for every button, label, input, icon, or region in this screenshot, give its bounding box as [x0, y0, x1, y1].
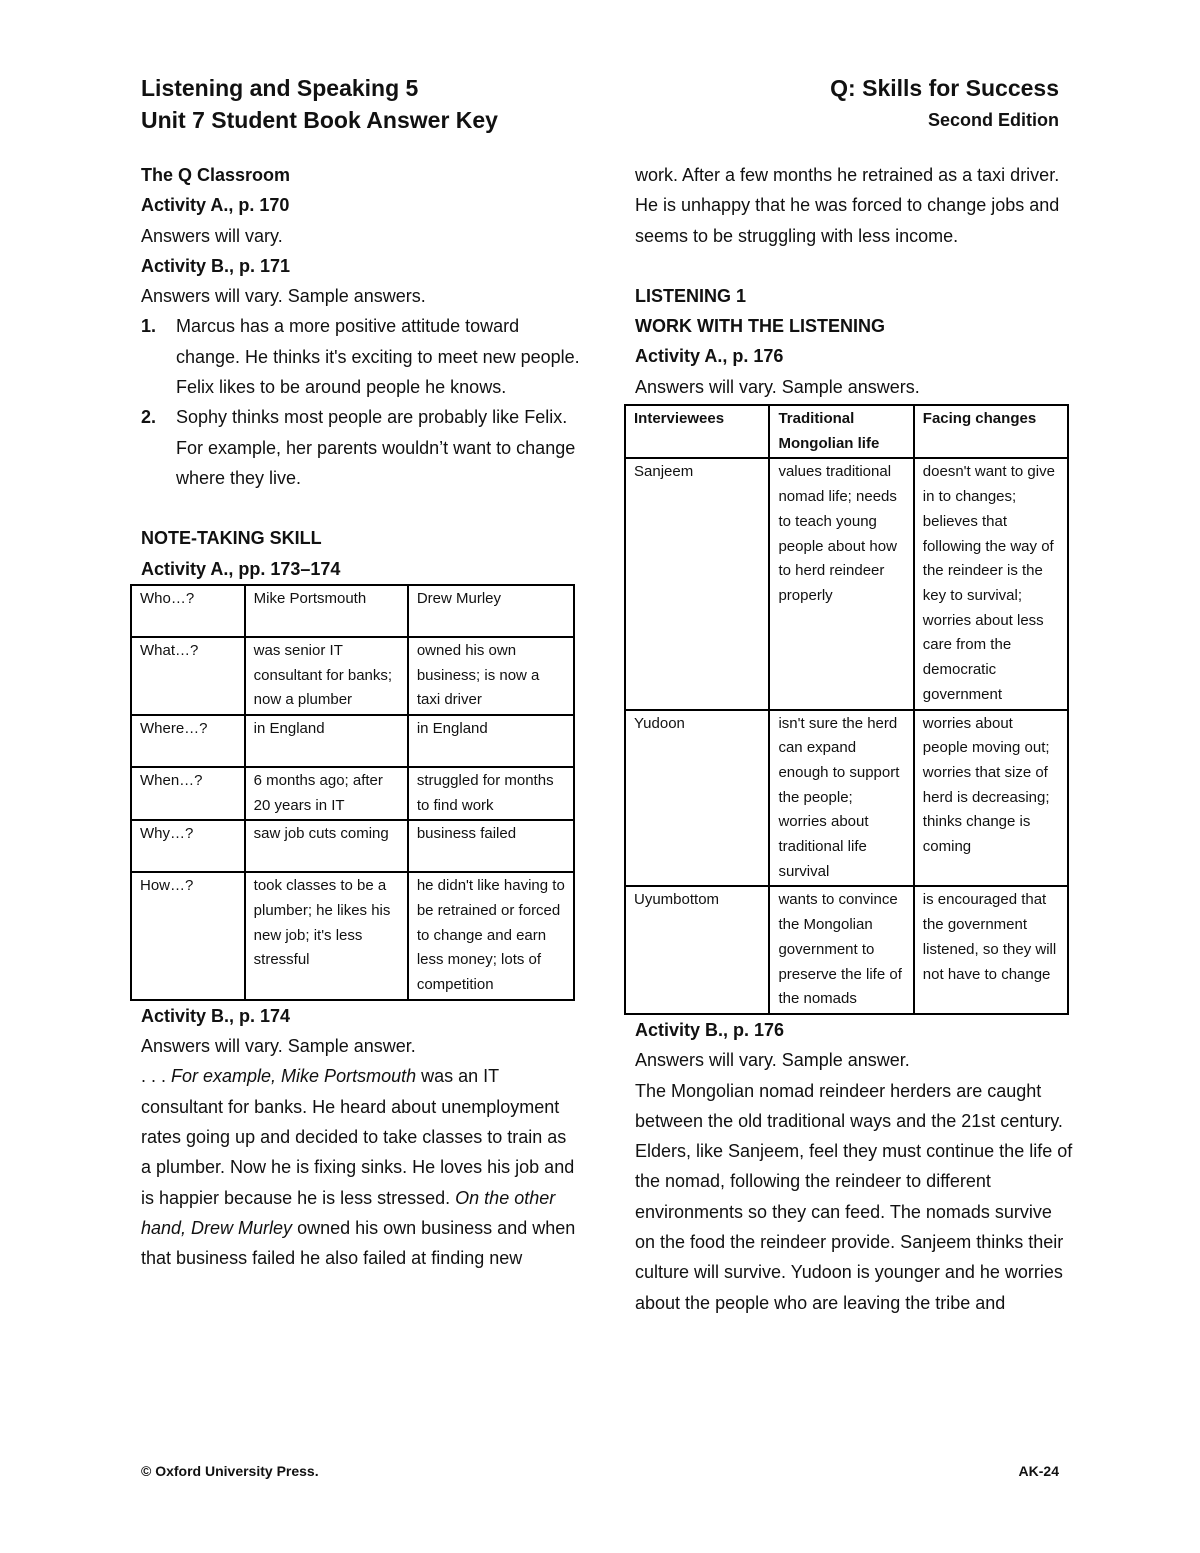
table-row: [131, 715, 574, 767]
section-heading-work-with-listening: WORK WITH THE LISTENING: [635, 316, 885, 337]
activity-heading: Activity A., p. 176: [635, 346, 784, 367]
table-cell: owned his own business; is now a taxi driver: [408, 637, 574, 715]
activity-heading: Activity A., p. 170: [141, 195, 290, 216]
list-number: 2.: [141, 407, 157, 428]
table-row: [131, 637, 574, 715]
activity-heading: Activity A., pp. 173–174: [141, 558, 341, 579]
answer-text: Answers will vary. Sample answer.: [141, 1036, 416, 1057]
answer-text: Answers will vary. Sample answers.: [141, 286, 426, 307]
right-column: [635, 160, 1075, 1318]
table-cell: Drew Murley: [408, 585, 574, 637]
copyright-notice: © Oxford University Press.: [141, 1463, 319, 1479]
transition-phrase: For example, Mike Portsmouth: [171, 1066, 417, 1087]
table-cell: When…?: [131, 767, 245, 820]
table-cell: Uyumbottom: [625, 886, 769, 1014]
table-cell: in England: [408, 715, 574, 767]
sample-answers-list: [141, 311, 581, 493]
sample-paragraph: [141, 1061, 581, 1273]
paragraph-text: owned his own business and when that business failed he also failed at finding new: [141, 1217, 576, 1269]
table-cell: in England: [245, 715, 408, 767]
table-row: [625, 458, 1068, 709]
header-left: [141, 72, 498, 136]
answer-text: Answers will vary. Sample answer.: [635, 1050, 910, 1071]
list-text: Marcus has a more positive attitude toward change. He thinks it's exciting to meet new people. Felix likes to be around people he knows.: [176, 316, 580, 398]
activity-heading: Activity B., p. 174: [141, 1005, 291, 1026]
list-text: Sophy thinks most people are probably like Felix. For example, her parents wouldn’t want to change where they live.: [176, 407, 576, 488]
table-cell: Mike Portsmouth: [245, 585, 408, 637]
section-heading-note-taking: NOTE-TAKING SKILL: [141, 528, 322, 549]
header-right: [830, 72, 1059, 136]
column-header: Traditional Mongolian life: [769, 405, 913, 458]
table-cell: 6 months ago; after 20 years in IT: [245, 767, 408, 820]
answer-text: Answers will vary.: [141, 225, 283, 246]
left-column: [141, 160, 581, 1274]
table-cell: Who…?: [131, 585, 245, 637]
table-header-row: [625, 405, 1068, 458]
table-cell: Sanjeem: [625, 458, 769, 709]
table-cell: is encouraged that the government listened, so they will not have to change: [914, 886, 1068, 1014]
table-cell: What…?: [131, 637, 245, 715]
table-cell: worries about people moving out; worries that size of herd is decreasing; thinks change is coming: [914, 710, 1068, 887]
note-taking-table: [130, 584, 575, 1001]
table-row: [131, 767, 574, 820]
table-cell: struggled for months to find work: [408, 767, 574, 820]
table-cell: Where…?: [131, 715, 245, 767]
table-cell: isn't sure the herd can expand enough to support the people; worries about traditional life survival: [769, 710, 913, 887]
column-header: Interviewees: [625, 405, 769, 458]
table-cell: Yudoon: [625, 710, 769, 887]
table-cell: was senior IT consultant for banks; now a plumber: [245, 637, 408, 715]
answer-text: Answers will vary. Sample answers.: [635, 376, 920, 397]
table-row: [131, 872, 574, 1000]
interviewees-table: [624, 404, 1069, 1015]
series-title: Q: Skills for Success: [830, 75, 1059, 101]
table-cell: took classes to be a plumber; he likes his new job; it's less stressful: [245, 872, 408, 1000]
edition-label: Second Edition: [927, 110, 1059, 130]
table-cell: Why…?: [131, 820, 245, 872]
table-cell: How…?: [131, 872, 245, 1000]
table-cell: business failed: [408, 820, 574, 872]
table-row: [625, 710, 1068, 887]
activity-heading: Activity B., p. 176: [635, 1019, 785, 1040]
ellipsis-text: . . .: [141, 1066, 172, 1087]
table-row: [131, 820, 574, 872]
unit-title: Unit 7 Student Book Answer Key: [141, 107, 498, 133]
sample-paragraph: The Mongolian nomad reindeer herders are caught between the old traditional ways and the 21st century. Elders, like Sanjeem, feel they must continue the life of the nomad, following the reindeer to different environments so they can feed. The nomads survive on the food the reindeer provide. Sanjeem thinks their culture will survive. Yudoon is younger and he worries about the people who are leaving the tribe and: [635, 1080, 1073, 1313]
section-heading-listening: LISTENING 1: [635, 285, 747, 306]
book-title: Listening and Speaking 5: [141, 75, 419, 101]
table-cell: wants to convince the Mongolian government to preserve the life of the nomads: [769, 886, 913, 1014]
paragraph-text: was an IT consultant for banks. He heard about unemployment rates going up and decided to take classes to train as a plumber. Now he is fixing sinks. He loves his job and is happier because he is less stressed.: [141, 1066, 575, 1208]
continued-paragraph: work. After a few months he retrained as a taxi driver. He is unhappy that he was forced to change jobs and seems to be struggling with less income.: [635, 165, 1060, 246]
list-item: [141, 311, 581, 402]
table-cell: he didn't like having to be retrained or forced to change and earn less money; lots of competition: [408, 872, 574, 1000]
activity-heading: Activity B., p. 171: [141, 255, 291, 276]
table-cell: values traditional nomad life; needs to teach young people about how to herd reindeer properly: [769, 458, 913, 709]
list-item: [141, 402, 581, 493]
table-row: [131, 585, 574, 637]
table-cell: saw job cuts coming: [245, 820, 408, 872]
page-number: AK-24: [1018, 1463, 1059, 1479]
table-cell: doesn't want to give in to changes; believes that following the way of the reindeer is the key to survival; worries about less care from the democratic government: [914, 458, 1068, 709]
table-row: [625, 886, 1068, 1014]
transition-phrase: On the other hand, Drew Murley: [141, 1187, 556, 1238]
column-header: Facing changes: [914, 405, 1068, 458]
section-heading-q-classroom: The Q Classroom: [141, 165, 291, 185]
list-number: 1.: [141, 316, 157, 337]
